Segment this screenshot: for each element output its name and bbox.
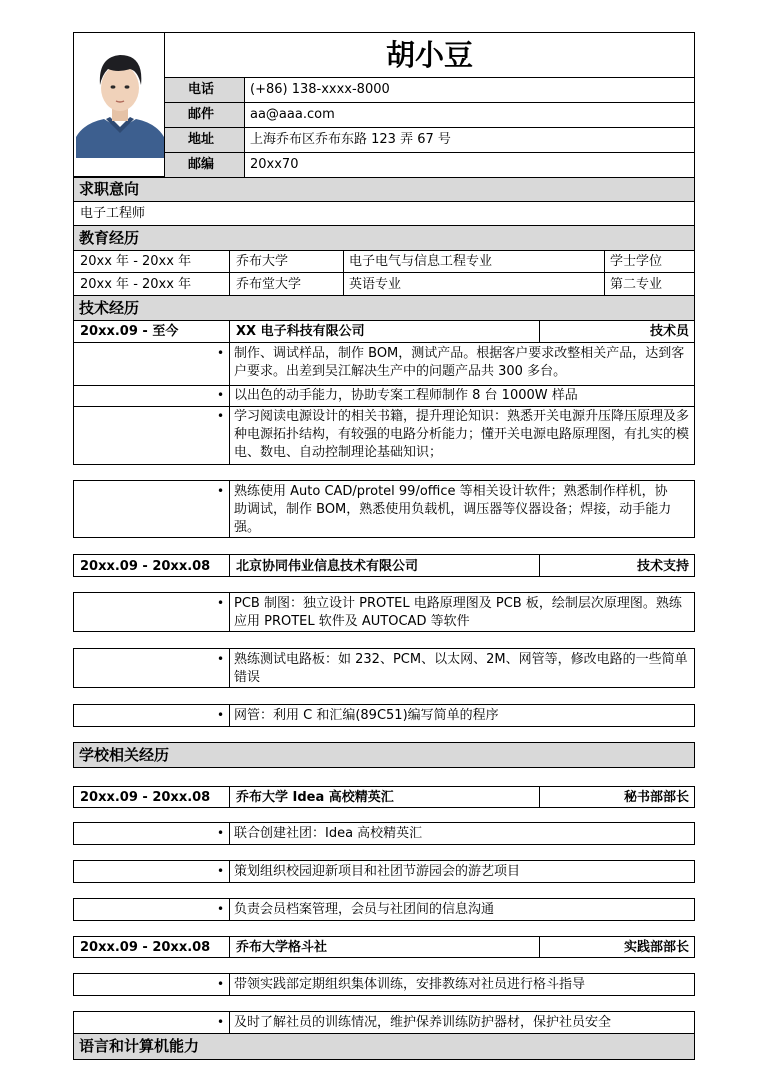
objective-title: 求职意向	[79, 180, 140, 198]
edu-degree: 第二专业	[610, 277, 663, 292]
bullet-gutter	[73, 704, 230, 727]
bullet-gutter	[73, 1011, 230, 1034]
job-bullet: PCB 制图：独立设计 PROTEL 电路原理图及 PCB 板，绘制层次原理图。熟练应用 PROTEL 软件及 AUTOCAD 等软件	[234, 596, 682, 629]
bullet-gutter	[73, 385, 230, 407]
address-label: 地址	[188, 132, 215, 147]
bullet-icon: •	[217, 596, 225, 610]
postcode-value: 20xx70	[250, 157, 299, 172]
org-bullet: 联合创建社团：Idea 高校精英汇	[234, 826, 423, 841]
school-title: 学校相关经历	[79, 746, 170, 764]
org-bullet: 及时了解社员的训练情况，维护保养训练防护器材，保护社员安全	[234, 1015, 612, 1030]
org-bullet: 负责会员档案管理，会员与社团间的信息沟通	[234, 902, 495, 917]
job-bullet: 熟练测试电路板：如 232、PCM、以太网、2M、网管等，修改电路的一些简单错误	[234, 652, 688, 685]
bullet-icon: •	[217, 346, 225, 360]
job-role: 技术支持	[636, 559, 689, 574]
bullet-icon: •	[217, 902, 225, 916]
bullet-gutter	[73, 592, 230, 632]
bullet-gutter	[73, 648, 230, 688]
person-avatar-icon	[74, 33, 165, 177]
job-bullet: 网管：利用 C 和汇编(89C51)编写简单的程序	[234, 708, 499, 723]
bullet-gutter	[73, 480, 230, 538]
address-value: 上海乔布区乔布东路 123 弄 67 号	[250, 132, 451, 147]
job-bullet: 制作、调试样品，制作 BOM，测试产品。根据客户要求改整相关产品，达到客户要求。出差到吴江解决生产中的问题产品共 300 多台。	[234, 346, 685, 379]
job-bullet: 学习阅读电源设计的相关书籍，提升理论知识：熟悉开关电源升压降压原理及多种电源拓扑结构，有较强的电路分析能力；懂开关电源电路原理图，有扎实的模电、数电、自动控制理论基础知识；	[234, 409, 690, 460]
bullet-icon: •	[217, 826, 225, 840]
bullet-icon: •	[217, 708, 225, 722]
postcode-label: 邮编	[188, 157, 215, 172]
job-period: 20xx.09 - 至今	[80, 324, 179, 339]
bullet-icon: •	[217, 652, 225, 666]
language-title: 语言和计算机能力	[79, 1037, 200, 1055]
bullet-gutter	[73, 973, 230, 996]
edu-school: 乔布大学	[236, 254, 289, 269]
bullet-icon: •	[217, 977, 225, 991]
profile-photo	[73, 32, 165, 177]
job-bullet: 以出色的动手能力，协助专案工程师制作 8 台 1000W 样品	[234, 388, 578, 403]
org-bullet: 带领实践部定期组织集体训练，安排教练对社员进行格斗指导	[234, 977, 586, 992]
org-bullet: 策划组织校园迎新项目和社团节游园会的游艺项目	[234, 864, 521, 879]
bullet-icon: •	[217, 484, 225, 498]
job-company: 北京协同伟业信息技术有限公司	[236, 559, 419, 574]
edu-period: 20xx 年 - 20xx 年	[80, 277, 192, 292]
email-label: 邮件	[188, 107, 215, 122]
phone-value: (+86) 138-xxxx-8000	[250, 82, 390, 97]
edu-degree: 学士学位	[610, 254, 663, 269]
org-name: 乔布大学 Idea 高校精英汇	[236, 790, 394, 805]
bullet-gutter	[73, 898, 230, 921]
bullet-gutter	[73, 342, 230, 386]
bullet-gutter	[73, 406, 230, 465]
bullet-icon: •	[217, 409, 225, 423]
candidate-name: 胡小豆	[385, 38, 473, 72]
section-header-objective	[73, 177, 695, 202]
org-role: 实践部部长	[623, 940, 689, 955]
phone-label: 电话	[188, 82, 215, 97]
bullet-gutter	[73, 822, 230, 845]
org-name: 乔布大学格斗社	[236, 940, 328, 955]
job-bullet: 熟练使用 Auto CAD/protel 99/office 等相关设计软件；熟悉制作样机，协助调试，制作 BOM，熟悉使用负载机，调压器等仪器设备；焊接，动手能力强。	[234, 484, 672, 535]
bullet-icon: •	[217, 1015, 225, 1029]
org-period: 20xx.09 - 20xx.08	[80, 790, 211, 805]
bullet-icon: •	[217, 388, 225, 402]
objective-value: 电子工程师	[80, 206, 146, 221]
org-period: 20xx.09 - 20xx.08	[80, 940, 211, 955]
section-header-education	[73, 225, 695, 251]
section-header-tech	[73, 295, 695, 321]
bullet-gutter	[73, 860, 230, 883]
org-role: 秘书部部长	[623, 790, 689, 805]
education-title: 教育经历	[79, 229, 140, 247]
tech-title: 技术经历	[79, 299, 140, 317]
bullet-icon: •	[217, 864, 225, 878]
email-value: aa@aaa.com	[250, 107, 335, 122]
edu-period: 20xx 年 - 20xx 年	[80, 254, 192, 269]
contact-value-cell	[244, 152, 695, 178]
job-period: 20xx.09 - 20xx.08	[80, 559, 211, 574]
job-role: 技术员	[649, 324, 689, 339]
edu-school: 乔布堂大学	[236, 277, 302, 292]
edu-major: 电子电气与信息工程专业	[349, 254, 493, 269]
job-company: XX 电子科技有限公司	[236, 324, 365, 339]
objective-row	[73, 201, 695, 226]
edu-major: 英语专业	[349, 277, 402, 292]
